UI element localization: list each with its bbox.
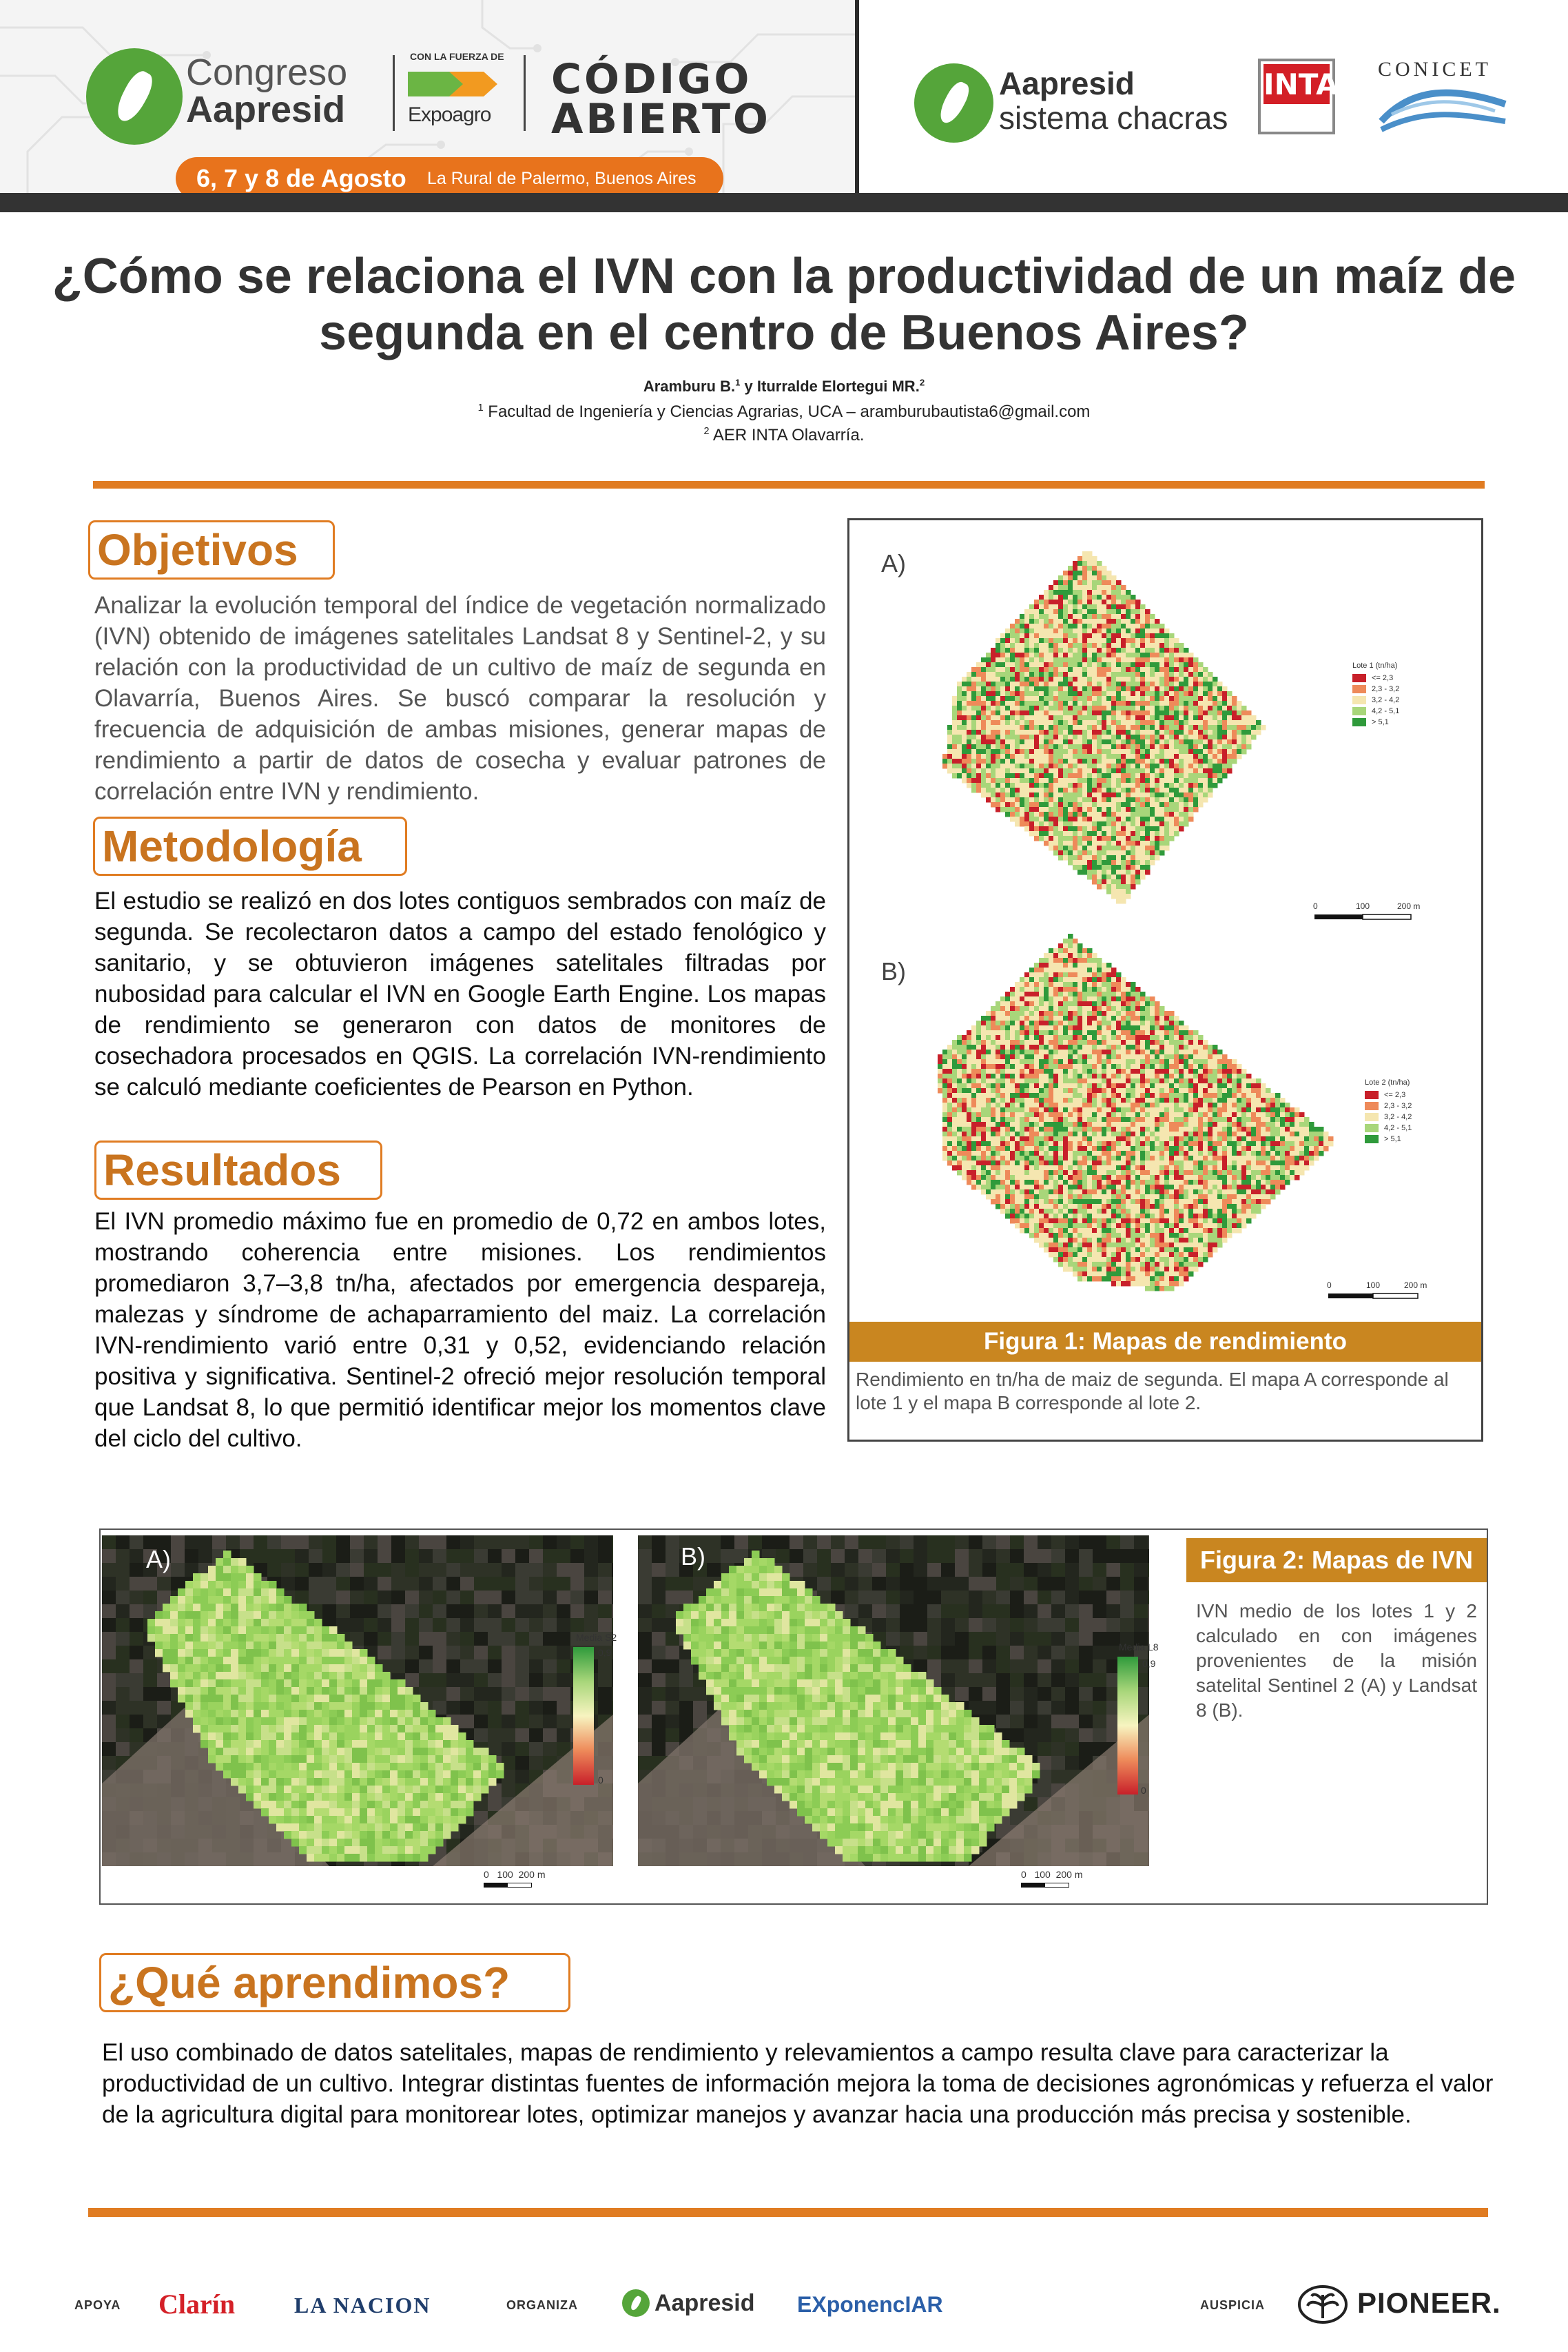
legend-label: 3,2 - 4,2 <box>1384 1113 1412 1121</box>
author-2: y Iturralde Elortegui MR. <box>740 378 920 395</box>
ndvi-map-sentinel2 <box>102 1535 613 1866</box>
scale-a-0: 0 <box>1313 901 1318 911</box>
cbar-b-max: 0,9 <box>1142 1658 1156 1669</box>
expoagro-arrow-icon <box>408 69 497 99</box>
legend-label: 4,2 - 5,1 <box>1384 1124 1412 1132</box>
congreso-line1: Congreso <box>186 52 348 93</box>
fig2-scalebar-b <box>1021 1869 1083 1888</box>
fig1-caption-title: Figura 1: Mapas de rendimiento <box>849 1322 1481 1362</box>
fig1-legend-a <box>1352 662 1399 728</box>
scale-b-100: 100 <box>1366 1280 1381 1290</box>
cbar-a-title: Media S2 <box>576 1632 617 1643</box>
legend-swatch <box>1352 718 1366 726</box>
codigo-line1: CÓDIGO <box>551 55 752 103</box>
legend-item <box>1365 1090 1412 1101</box>
congreso-line2: Aapresid <box>186 89 346 130</box>
bottom-divider <box>88 2208 1488 2217</box>
fig1-scalebar-a <box>1311 899 1449 930</box>
fig1-caption-text: Rendimiento en tn/ha de maiz de segunda. El mapa A corresponde al lote 1 y el mapa B corresponde al lote 2. <box>856 1369 1449 1413</box>
legend-b-rows <box>1365 1090 1412 1145</box>
legend-label: <= 2,3 <box>1372 674 1394 682</box>
con-la-fuerza-label: CON LA FUERZA DE <box>410 51 504 62</box>
footer-auspicia-label: AUSPICIA <box>1200 2298 1266 2312</box>
aps-line2: sistema chacras <box>999 100 1228 136</box>
aapresid-chacras-logo-icon <box>914 63 993 143</box>
que-aprendimos-text: El uso combinado de datos satelitales, mapas de rendimiento y relevamientos a campo resulta clave para caracterizar la productividad de un cultivo. Integrar distintas fuentes de información mejora la toma de decisiones agronómicas y refuerza el valor de la agricultura digital para monitorear lotes, optimizar manejos y avanzar hacia una producción más precisa y sostenible. <box>102 2039 1494 2128</box>
legend-label: > 5,1 <box>1372 718 1389 726</box>
objetivos-text: Analizar la evolución temporal del índice de vegetación normalizado (IVN) obtenido de imágenes satelitales Landsat 8 y Sentinel-2, y su relación con la productividad de un cultivo de maíz de segunda en Olavarría, Buenos Aires. Se buscó comparar la resolución y frecuencia de adquisición de ambas misiones, generar mapas de rendimiento a partir de datos de cosecha y evaluar patrones de correlación entre IVN y rendimiento. <box>94 592 826 805</box>
legend-label: 2,3 - 3,2 <box>1384 1102 1412 1110</box>
figure-1-panel <box>847 518 1483 1442</box>
scale-2a-text: 0 100 200 m <box>484 1869 546 1880</box>
poster-title: ¿Cómo se relaciona el IVN con la productividad de un maíz de segunda en el centro de Buenos Aires? <box>52 249 1516 360</box>
event-dates: 6, 7 y 8 de Agosto <box>196 164 406 192</box>
author-1: Aramburu B. <box>643 378 736 395</box>
scale-b-0: 0 <box>1327 1280 1332 1290</box>
legend-item <box>1352 706 1399 717</box>
metodologia-text: El estudio se realizó en dos lotes contiguos sembrados con maíz de segunda. Se recolectaron datos a campo del estado fenológico y sanitario, y se obtuvieron imágenes satelitales filtradas por nubosidad para calcular el IVN en Google Earth Engine. Los mapas de rendimiento se generaron con datos de monitores de cosechadora procesados en QGIS. La correlación IVN-rendimiento se calculó mediante coeficientes de Pearson en Python. <box>94 888 826 1101</box>
legend-item <box>1352 684 1399 695</box>
aff-2-text: AER INTA Olavarría. <box>709 426 865 444</box>
scale-2b-bar-icon <box>1021 1883 1069 1888</box>
affiliation-1 <box>0 402 1568 422</box>
ndvi-map-landsat8-image <box>638 1535 1149 1866</box>
aps-line1: Aapresid <box>999 65 1135 101</box>
pioneer-plant-icon <box>1298 2285 1348 2324</box>
footer-apoya-label: APOYA <box>74 2298 121 2312</box>
fig1-panel-a-label: A) <box>881 549 906 577</box>
resultados-text: El IVN promedio máximo fue en promedio de 0,72 en ambos lotes, mostrando coherencia entre misiones. Los rendimientos promediaron 3,7–3,8 tn/ha, afectados por emergencia despareja, malezas y síndrome de achaparramiento del maiz. La correlación IVN-rendimiento varió entre 0,31 y 0,52, evidenciando relación positiva y significativa. Sentinel-2 ofreció mejor resolución temporal que Landsat 8, lo que permitió identificar mejor los momentos clave del ciclo del cultivo. <box>94 1208 826 1452</box>
legend-label: 3,2 - 4,2 <box>1372 696 1400 704</box>
legend-item <box>1352 695 1399 706</box>
legend-item <box>1352 673 1399 684</box>
legend-item <box>1365 1112 1412 1123</box>
authors-line <box>0 378 1568 396</box>
legend-swatch <box>1352 696 1366 704</box>
scale-a-100: 100 <box>1356 901 1370 911</box>
legend-item <box>1352 717 1399 728</box>
legend-swatch <box>1365 1113 1379 1121</box>
header-divider-2 <box>524 55 526 131</box>
aapresid-chacras-wordmark <box>999 66 1228 135</box>
inta-logo-text: INTA <box>1263 64 1330 104</box>
fig2-scalebar-a <box>484 1869 546 1888</box>
affiliation-2 <box>0 426 1568 445</box>
yield-map-lote-2 <box>938 934 1365 1292</box>
legend-swatch <box>1365 1135 1379 1143</box>
legend-a-title: Lote 1 (tn/ha) <box>1352 662 1398 670</box>
fig2-caption-text: IVN medio de los lotes 1 y 2 calculado en con imágenes provenientes de la misión satelital Sentinel 2 (A) y Landsat 8 (B). <box>1196 1600 1477 1721</box>
date-badge <box>176 157 723 196</box>
cbar-a-min: 0 <box>598 1775 604 1786</box>
cbar-b-gradient <box>1117 1657 1138 1794</box>
congreso-aapresid-wordmark <box>186 54 347 128</box>
aff-1-sup: 1 <box>477 402 484 413</box>
resultados-heading: Resultados <box>94 1141 382 1200</box>
footer-aapresid-logo-icon <box>622 2289 650 2317</box>
que-aprendimos-heading: ¿Qué aprendimos? <box>99 1953 570 2012</box>
conicet-swoosh-icon <box>1378 87 1509 136</box>
event-venue: La Rural de Palermo, Buenos Aires <box>427 169 697 188</box>
cbar-b-title: Media L8 <box>1119 1642 1159 1653</box>
cbar-a-gradient <box>573 1647 594 1785</box>
cbar-a-max: 0,9 <box>598 1647 612 1658</box>
header-divider-1 <box>393 55 395 131</box>
legend-label: 4,2 - 5,1 <box>1372 707 1400 715</box>
la-nacion-logo: LA NACION <box>294 2293 431 2318</box>
author-2-sup: 2 <box>919 377 925 388</box>
legend-swatch <box>1352 707 1366 715</box>
codigo-abierto-wordmark <box>551 55 771 143</box>
congress-banner <box>0 0 858 196</box>
fig1-legend-b <box>1365 1078 1412 1145</box>
conicet-wordmark: CONICET <box>1378 58 1492 81</box>
header-bottom-bar <box>0 193 1568 212</box>
legend-item <box>1365 1101 1412 1112</box>
footer-aapresid-wordmark: Aapresid <box>654 2290 755 2316</box>
fig2-caption-title: Figura 2: Mapas de IVN <box>1186 1538 1487 1582</box>
poster-header <box>0 0 1568 214</box>
scale-2a-bar-icon <box>484 1883 532 1888</box>
legend-label: <= 2,3 <box>1384 1091 1406 1099</box>
legend-label: > 5,1 <box>1384 1135 1401 1143</box>
scale-a-200: 200 m <box>1397 901 1421 911</box>
legend-a-rows <box>1352 673 1399 728</box>
legend-swatch <box>1365 1102 1379 1110</box>
expoagro-wordmark: Expoagro <box>408 103 491 126</box>
legend-b-title: Lote 2 (tn/ha) <box>1365 1078 1410 1087</box>
codigo-line2: ABIERTO <box>551 95 771 143</box>
fig1-scalebar-b <box>1325 1278 1463 1309</box>
figure-2-panel <box>99 1528 1488 1905</box>
fig2-panel-b-label: B) <box>681 1542 705 1571</box>
yield-map-lote-1 <box>942 546 1266 905</box>
legend-swatch <box>1352 685 1366 693</box>
pioneer-logo: PIONEER. <box>1357 2287 1501 2319</box>
ndvi-map-landsat8 <box>638 1535 1149 1866</box>
legend-swatch <box>1352 674 1366 682</box>
objetivos-heading: Objetivos <box>88 520 335 580</box>
footer-organiza-label: ORGANIZA <box>506 2298 578 2312</box>
author-1-sup: 1 <box>735 377 741 388</box>
top-divider <box>93 481 1485 489</box>
scale-2b-text: 0 100 200 m <box>1021 1869 1083 1880</box>
metodologia-heading: Metodología <box>93 817 407 876</box>
clarin-logo: Clarín <box>158 2289 236 2320</box>
fig1-panel-b-label: B) <box>881 957 906 985</box>
scale-b-200: 200 m <box>1404 1280 1427 1290</box>
cbar-b-min: 0 <box>1141 1785 1146 1796</box>
fig2-panel-a-label: A) <box>146 1545 171 1573</box>
legend-item <box>1365 1134 1412 1145</box>
legend-item <box>1365 1123 1412 1134</box>
congreso-aapresid-logo-icon <box>86 48 183 145</box>
inta-logo <box>1258 59 1339 134</box>
legend-swatch <box>1365 1124 1379 1132</box>
legend-swatch <box>1365 1091 1379 1099</box>
aff-1-text: Facultad de Ingeniería y Ciencias Agrarias, UCA – aramburubautista6@gmail.com <box>483 402 1091 421</box>
exponenciar-logo: EXponencIAR <box>797 2292 943 2317</box>
ndvi-map-sentinel2-image <box>102 1535 613 1866</box>
aff-2-sup: 2 <box>703 426 710 437</box>
legend-label: 2,3 - 3,2 <box>1372 685 1400 693</box>
